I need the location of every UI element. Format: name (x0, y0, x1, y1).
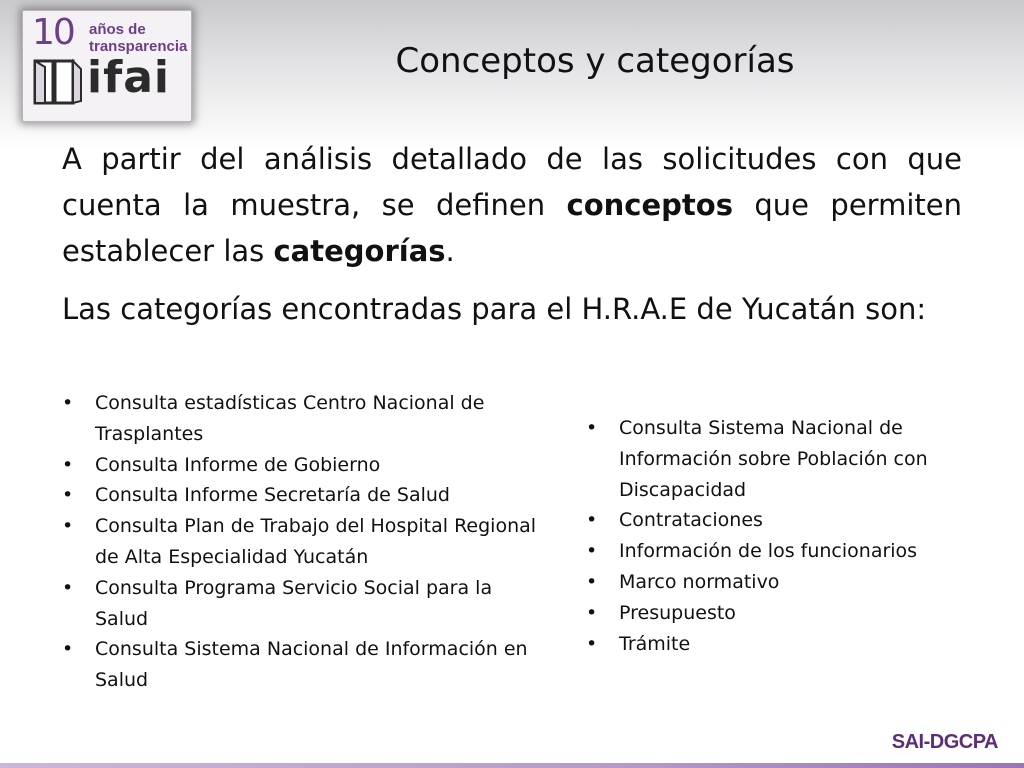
footer-brand: SAI-DGCPA (891, 731, 998, 753)
intro-text-part3: . (445, 234, 455, 268)
logo-tagline-line1: años de (89, 21, 146, 38)
intro-bold-categorias: categorías (273, 234, 446, 268)
intro-text-part2: que permiten establecer las (62, 188, 962, 268)
list-item: • Consulta Informe de Gobierno (62, 450, 542, 481)
list-item: • Consulta Programa Servicio Social para la Salud (62, 573, 542, 635)
list-item: • Presupuesto (586, 598, 976, 629)
list-item: • Consulta Sistema Nacional de Información en Salud (62, 634, 542, 696)
list-item: • Consulta Sistema Nacional de Información sobre Población con Discapacidad (586, 413, 976, 505)
categories-intro-paragraph: Las categorías encontradas para el H.R.A.E de Yucatán son: (62, 292, 927, 326)
ifai-logo (22, 10, 192, 122)
open-door-icon (31, 57, 83, 109)
list-item: • Consulta Plan de Trabajo del Hospital Regional de Alta Especialidad Yucatán (62, 511, 542, 573)
intro-text-part1: A partir del análisis detallado de las solicitudes con que cuenta la muestra, se definen (62, 142, 962, 222)
list-item: • Consulta estadísticas Centro Nacional de Trasplantes (62, 388, 542, 450)
footer-divider (0, 763, 1024, 768)
logo-number: 10 (32, 12, 74, 53)
list-item: • Marco normativo (586, 567, 976, 598)
intro-paragraph (62, 136, 962, 274)
intro-bold-conceptos: conceptos (566, 188, 733, 222)
logo-tagline-line2: transparencia (89, 38, 188, 55)
logo-brand-text: ifai (87, 52, 170, 103)
list-item: • Consulta Informe Secretaría de Salud (62, 480, 542, 511)
categories-list-left (62, 388, 542, 696)
list-item: • Contrataciones (586, 505, 976, 536)
slide-title: Conceptos y categorías (395, 41, 795, 81)
list-item: • Información de los funcionarios (586, 536, 976, 567)
list-item: • Trámite (586, 629, 976, 660)
categories-list-right (586, 413, 976, 659)
